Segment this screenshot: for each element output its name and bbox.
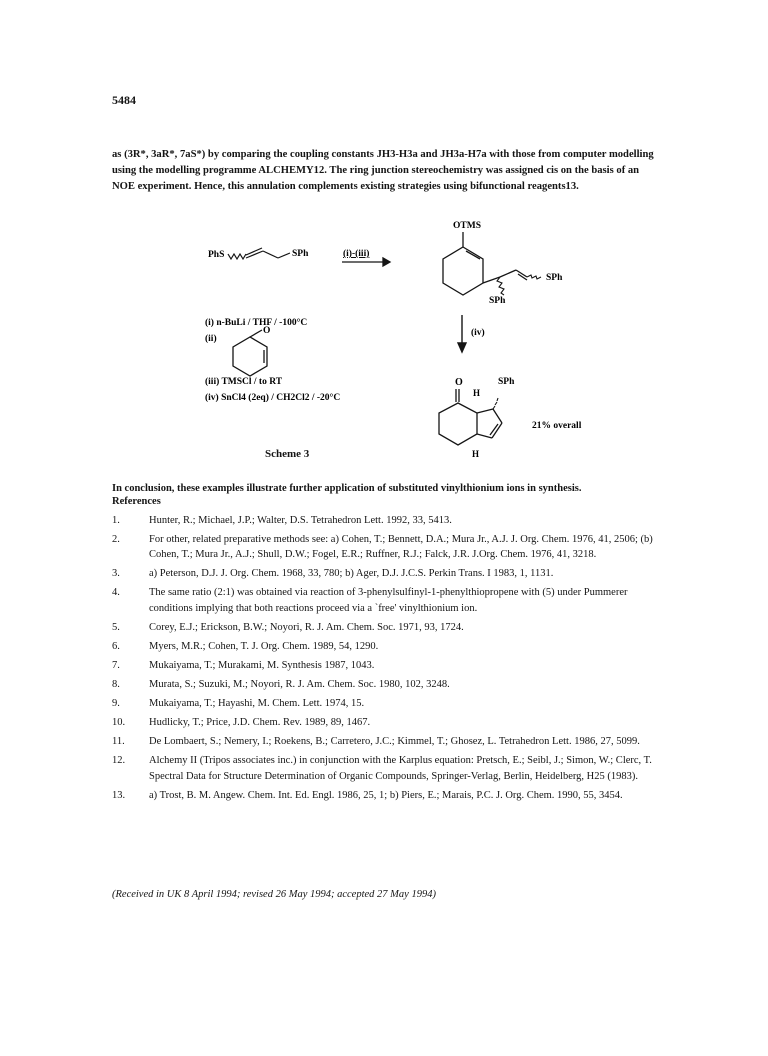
scheme-caption: Scheme 3 (265, 448, 310, 460)
cyclohexenone-drawing (233, 330, 267, 376)
product-otms-label: OTMS (453, 221, 481, 231)
reference-number: 3. (112, 568, 120, 580)
condition-iv: (iv) SnCl4 (2eq) / CH2Cl2 / -20°C (205, 393, 341, 403)
reference-item (112, 696, 672, 711)
reference-number: 1. (112, 515, 120, 526)
product-sph-side-label: SPh (546, 273, 563, 283)
reference-item (112, 788, 672, 803)
reference-number: 13. (112, 789, 126, 801)
reference-text: Hudlicky, T.; Price, J.D. Chem. Rev. 1989, 89, 1467. (149, 717, 371, 729)
reference-text: Mukaiyama, T.; Hayashi, M. Chem. Lett. 1974, 15. (149, 698, 365, 710)
reference-item (112, 532, 672, 562)
reference-item (112, 658, 672, 673)
product-sph-lower-label: SPh (489, 296, 506, 306)
reference-item (112, 753, 672, 783)
received-dates: (Received in UK 8 April 1994; revised 26 May 1994; accepted 27 May 1994) (112, 889, 436, 900)
condition-iii: (iii) TMSCl / to RT (205, 377, 283, 387)
final-sph-label: SPh (498, 377, 515, 387)
scheme-3-diagram (0, 0, 768, 470)
reference-number: 7. (112, 659, 120, 671)
reference-item (112, 566, 672, 581)
final-h-bottom-label: H (472, 449, 480, 459)
reference-item (112, 734, 672, 749)
intro-paragraph (112, 147, 660, 195)
references-list (112, 513, 672, 807)
reference-text: For other, related preparative methods see: a) Cohen, T.; Bennett, D.A.; Mura Jr., A.J. J. Org. Chem. 1976, 41, 2506; (b) Cohen, T.; Mura Jr., A.J.; Shull, D.W.; Fogel, E.R.; Ruffner, R.J.; Falck, J.R. J.Org. Chem. 1976, 41, 3218. (149, 534, 653, 561)
reference-text: Hunter, R.; Michael, J.P.; Walter, D.S. Tetrahedron Lett. 1992, 33, 5413. (149, 515, 452, 526)
intro-text: as (3R*, 3aR*, 7aS*) by comparing the coupling constants JH3-H3a and JH3a-H7a with those from computer modelling using the modelling programme ALCHEMY12. The ring junction stereochemistry was assigned cis on the basis of an NOE experiment. Hence, this annulation complements existing strategies using bifunctional reagents13. (112, 149, 654, 192)
reference-number: 2. (112, 534, 120, 546)
reference-text: Corey, E.J.; Erickson, B.W.; Noyori, R. J. Am. Chem. Soc. 1971, 93, 1724. (149, 621, 464, 633)
reactant-sph-label: SPh (292, 249, 309, 259)
reference-text: Alchemy II (Tripos associates inc.) in conjunction with the Karplus equation: Pretsch, E.; Seibl, J.; Simon, W.; Clerc, T. Spectral Data for Structure Determination of Organic Compounds, Springer-Verlag, Berlin, Heidelberg, H25 (1983). (149, 755, 652, 782)
down-arrow (458, 315, 466, 352)
reference-item (112, 677, 672, 692)
condition-i: (i) n-BuLi / THF / -100°C (205, 318, 308, 328)
page-number: 5484 (112, 93, 136, 107)
reference-text: The same ratio (2:1) was obtained via reaction of 3-phenylsulfinyl-1-phenylthiopropene with (5) under Pummerer conditions implying that both reactions proceed via a `free' vinylthionium ion. (149, 587, 628, 614)
reference-text: De Lombaert, S.; Nemery, I.; Roekens, B.; Carretero, J.C.; Kimmel, T.; Ghosez, L. Tetrahedron Lett. 1986, 27, 5099. (149, 736, 640, 748)
reference-number: 10. (112, 717, 126, 729)
reactant-allyl-chain (228, 248, 290, 259)
reactant-phs-label: PhS (208, 250, 225, 260)
reference-number: 6. (112, 640, 120, 652)
reference-number: 8. (112, 679, 120, 691)
reference-text: a) Peterson, D.J. J. Org. Chem. 1968, 33, 780; b) Ager, D.J. J.C.S. Perkin Trans. I 1983, 1, 1131. (149, 568, 554, 580)
cyclohexenone-oxygen: O (263, 326, 271, 336)
final-oxygen-label: O (455, 377, 463, 388)
reference-item (112, 513, 672, 528)
condition-ii: (ii) (205, 334, 217, 344)
reference-item (112, 639, 672, 654)
product-cyclohexene (443, 232, 541, 295)
reference-number: 4. (112, 587, 120, 599)
reaction-arrow-label: (i)-(iii) (343, 249, 370, 259)
reference-item (112, 715, 672, 730)
reaction-arrow (342, 258, 390, 266)
reference-text: Murata, S.; Suzuki, M.; Noyori, R. J. Am. Chem. Soc. 1980, 102, 3248. (149, 679, 450, 691)
reference-text: Myers, M.R.; Cohen, T. J. Org. Chem. 1989, 54, 1290. (149, 640, 379, 652)
reference-number: 11. (112, 736, 125, 748)
conclusion-text: In conclusion, these examples illustrate further application of substituted vinylthionium ions in synthesis. (112, 483, 582, 494)
reference-number: 5. (112, 621, 120, 633)
final-h-top-label: H (473, 388, 481, 398)
reference-text: Mukaiyama, T.; Murakami, M. Synthesis 1987, 1043. (149, 659, 375, 671)
yield-label: 21% overall (532, 421, 582, 431)
reference-number: 9. (112, 698, 120, 710)
reference-item (112, 585, 672, 615)
down-arrow-label: (iv) (471, 328, 485, 338)
reference-number: 12. (112, 755, 126, 767)
final-bicyclic-product (439, 389, 502, 445)
reference-item (112, 620, 672, 635)
reference-text: a) Trost, B. M. Angew. Chem. Int. Ed. Engl. 1986, 25, 1; b) Piers, E.; Marais, P.C. J. Org. Chem. 1990, 55, 3454. (149, 789, 623, 801)
references-heading: References (112, 496, 161, 507)
